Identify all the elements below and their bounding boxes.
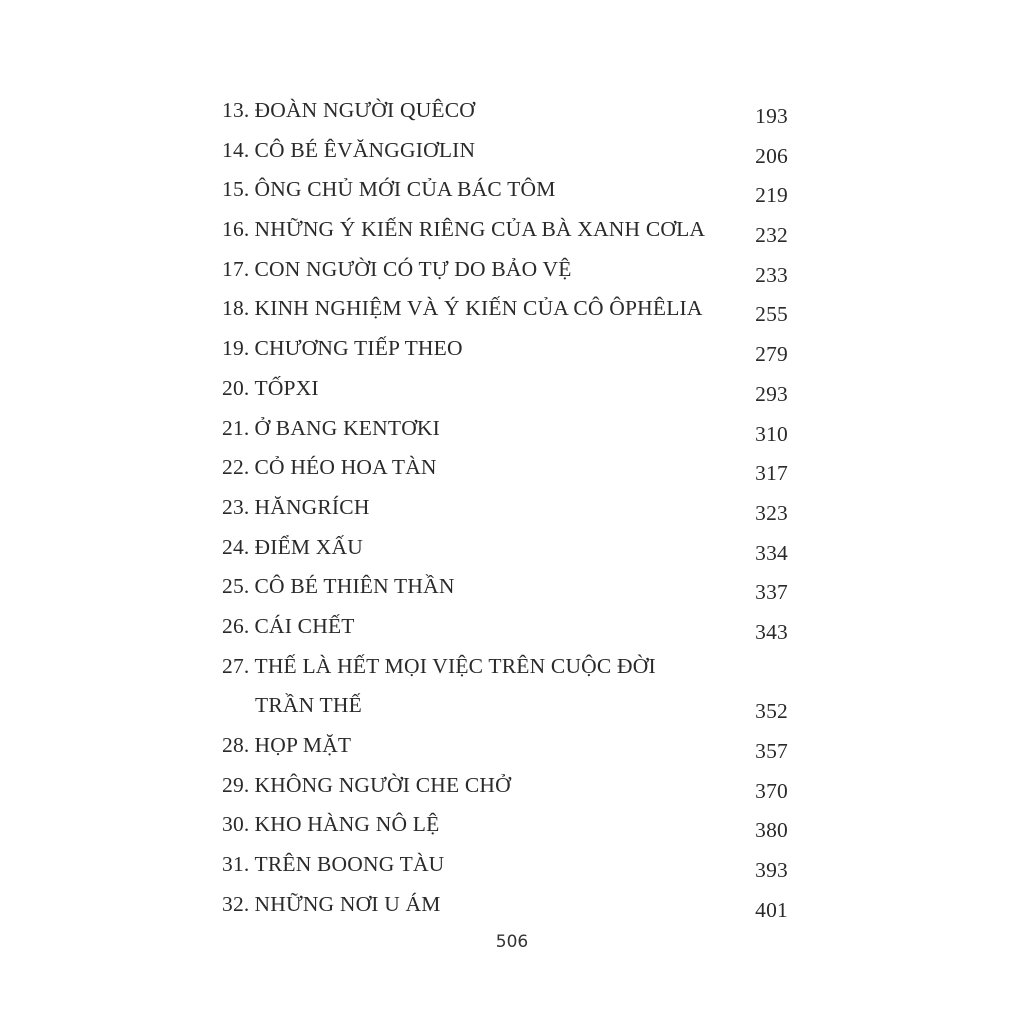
toc-entry (222, 175, 788, 215)
toc-entry-title-line (222, 455, 437, 480)
chapter-number: 14. (222, 137, 250, 162)
toc-entry-title-line (222, 177, 556, 202)
chapter-page-number: 219 (755, 183, 788, 208)
toc-entry (222, 533, 788, 573)
chapter-page-number: 232 (755, 223, 788, 248)
toc-entry-title-line (222, 257, 572, 282)
toc-entry-title-line (222, 773, 511, 798)
toc-entry (222, 294, 788, 334)
chapter-title: THẾ LÀ HẾT MỌI VIỆC TRÊN CUỘC ĐỜI (254, 653, 656, 678)
toc-entry-title-line (222, 892, 441, 917)
chapter-page-number: 317 (755, 461, 788, 486)
chapter-number: 24. (222, 534, 250, 559)
toc-entry-title-line (222, 138, 475, 163)
toc-entry-title-line (222, 733, 351, 758)
chapter-number: 32. (222, 891, 250, 916)
toc-entry (222, 493, 788, 533)
chapter-page-number: 380 (755, 818, 788, 843)
chapter-number: 18. (222, 296, 250, 321)
chapter-page-number: 193 (755, 104, 788, 128)
chapter-number: 31. (222, 852, 250, 877)
chapter-title: CÔ BÉ ÊVĂNGGIƠLIN (254, 137, 476, 162)
chapter-page-number: 255 (755, 302, 788, 327)
chapter-page-number: 393 (755, 858, 788, 883)
chapter-page-number: 357 (755, 739, 788, 764)
chapter-title: HĂNGRÍCH (254, 494, 370, 519)
toc-entry-title-line (222, 574, 455, 599)
table-of-contents (222, 96, 788, 929)
toc-entry (222, 652, 788, 731)
chapter-title: KHO HÀNG NÔ LỆ (254, 812, 440, 837)
chapter-page-number: 323 (755, 500, 788, 525)
toc-entry (222, 572, 788, 612)
chapter-number: 27. (222, 653, 250, 678)
chapter-number: 13. (222, 98, 250, 122)
chapter-number: 25. (222, 574, 250, 599)
toc-entry-title-line (222, 98, 475, 123)
chapter-page-number: 352 (755, 699, 788, 724)
chapter-number: 23. (222, 494, 250, 519)
chapter-title: CON NGƯỜI CÓ TỰ DO BẢO VỆ (254, 256, 572, 281)
chapter-page-number: 343 (755, 619, 788, 644)
chapter-page-number: 279 (755, 342, 788, 367)
chapter-title: KHÔNG NGƯỜI CHE CHỞ (254, 772, 511, 797)
toc-entry-title-line (222, 654, 656, 679)
chapter-title: NHỮNG NƠI U ÁM (254, 891, 441, 916)
chapter-number: 30. (222, 812, 250, 837)
toc-entry-title-line (222, 614, 355, 639)
toc-entry (222, 215, 788, 255)
chapter-page-number: 401 (755, 897, 788, 922)
chapter-page-number: 206 (755, 143, 788, 168)
toc-entry-title-line (222, 296, 703, 321)
chapter-number: 15. (222, 177, 250, 202)
toc-entry-title-line (222, 416, 440, 441)
toc-entry (222, 414, 788, 454)
toc-entry (222, 810, 788, 850)
chapter-page-number: 233 (755, 262, 788, 287)
toc-entry (222, 890, 788, 930)
chapter-title: TỐPXI (254, 375, 319, 400)
chapter-title: ÔNG CHỦ MỚI CỦA BÁC TÔM (254, 177, 556, 202)
chapter-title: KINH NGHIỆM VÀ Ý KIẾN CỦA CÔ ÔPHÊLIA (254, 296, 703, 321)
chapter-title-continuation: TRẦN THẾ (255, 693, 362, 718)
toc-entry-title-line (222, 812, 439, 837)
chapter-page-number: 337 (755, 580, 788, 605)
chapter-title: CỎ HÉO HOA TÀN (254, 455, 437, 480)
chapter-page-number: 370 (755, 778, 788, 803)
chapter-number: 20. (222, 375, 250, 400)
toc-entry-title-line (222, 336, 463, 361)
chapter-number: 22. (222, 455, 250, 480)
toc-entry-title-line (222, 852, 444, 877)
toc-entry (222, 771, 788, 811)
toc-entry-title-line (222, 535, 363, 560)
toc-entry (222, 453, 788, 493)
chapter-number: 26. (222, 613, 250, 638)
toc-entry (222, 255, 788, 295)
chapter-title: HỌP MẶT (254, 733, 352, 758)
chapter-title: TRÊN BOONG TÀU (254, 852, 445, 877)
chapter-title: Ở BANG KENTƠKI (254, 415, 441, 440)
toc-entry (222, 96, 788, 136)
chapter-page-number: 334 (755, 540, 788, 565)
chapter-number: 28. (222, 733, 250, 758)
chapter-title: CHƯƠNG TIẾP THEO (254, 336, 463, 361)
chapter-number: 17. (222, 256, 250, 281)
toc-entry-title-line (222, 495, 370, 520)
toc-entry (222, 850, 788, 890)
chapter-number: 29. (222, 772, 250, 797)
chapter-title: ĐOÀN NGƯỜI QUÊCƠ (254, 98, 476, 122)
chapter-page-number: 310 (755, 421, 788, 446)
chapter-title: NHỮNG Ý KIẾN RIÊNG CỦA BÀ XANH CƠLA (254, 217, 706, 242)
toc-entry-title-line (222, 217, 705, 242)
toc-entry (222, 334, 788, 374)
toc-entry (222, 136, 788, 176)
chapter-number: 21. (222, 415, 250, 440)
page-number: 506 (495, 932, 529, 952)
chapter-title: ĐIỂM XẤU (254, 534, 363, 559)
chapter-title: CÁI CHẾT (254, 613, 355, 638)
chapter-title: CÔ BÉ THIÊN THẦN (254, 574, 455, 599)
chapter-number: 19. (222, 336, 250, 361)
chapter-number: 16. (222, 217, 250, 242)
toc-entry-title-line (222, 376, 319, 401)
toc-entry (222, 731, 788, 771)
chapter-page-number: 293 (755, 381, 788, 406)
toc-entry (222, 612, 788, 652)
toc-entry (222, 374, 788, 414)
